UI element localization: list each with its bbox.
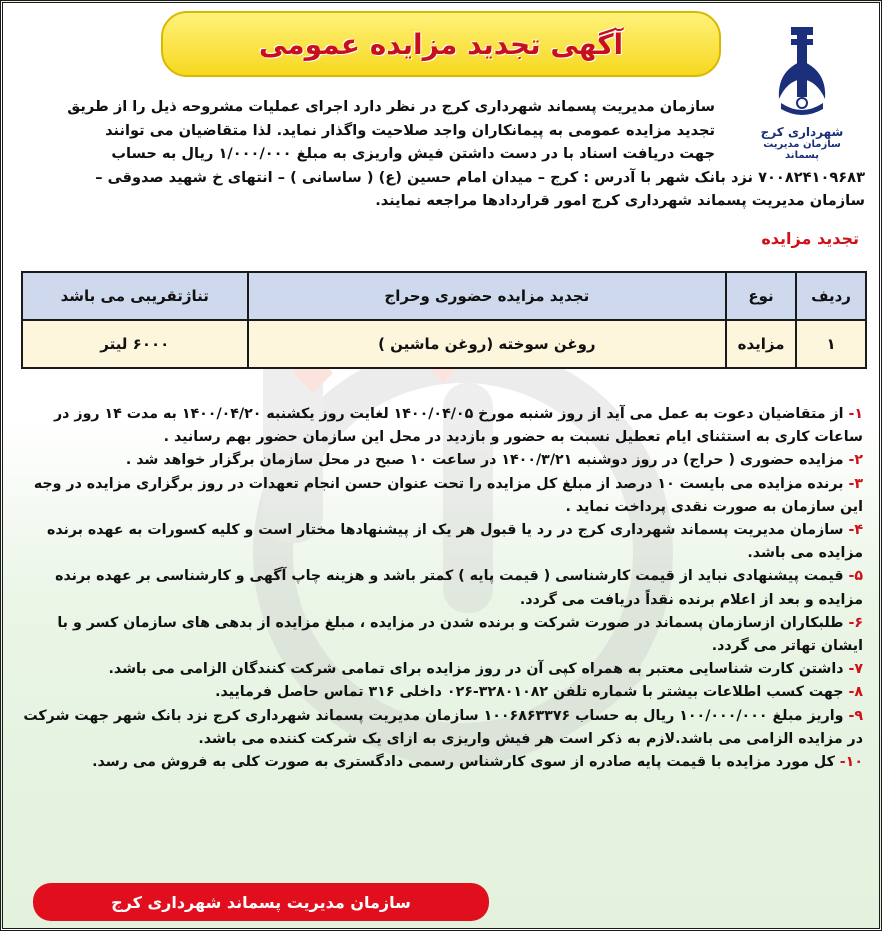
term-text: کل مورد مزایده با قیمت پایه صادره از سوی کارشناس رسمی دادگستری به صورت کلی به فروش می رسد. [92, 754, 840, 771]
term-item [21, 612, 863, 658]
term-text: سازمان مدیریت پسماند شهرداری کرج در رد یا قبول هر یک از پیشنهادها مختار است و کلیه کسورات به عهده برنده مزایده می باشد. [46, 522, 863, 562]
cell-subject: روغن سوخته (روغن ماشین ) [248, 320, 727, 368]
term-number: ۸- [848, 684, 863, 701]
intro-paragraph [21, 95, 865, 213]
term-number: ۹- [848, 707, 863, 724]
term-text: برنده مزایده می بایست ۱۰ درصد از مبلغ کل مزایده را تحت عنوان حسن انجام تعهدات در روز برگزاری مزایده در وجه این سازمان به صورت نقدی پرداخت نماید . [33, 475, 863, 515]
term-item [21, 519, 863, 565]
term-number: ۲- [848, 452, 863, 469]
term-item [21, 565, 863, 611]
title-banner [161, 11, 721, 77]
term-item [21, 681, 863, 704]
logo-name: شهرداری کرج [760, 125, 844, 139]
header-row-number: ردیف [796, 272, 866, 320]
term-number: ۱- [848, 406, 863, 422]
cell-amount: ۶۰۰۰ لیتر [22, 320, 248, 368]
term-number: ۵- [848, 568, 863, 585]
intro-line: ۷۰۰۸۲۴۱۰۹۶۸۳ نزد بانک شهر با آدرس : کرج – میدان امام حسین (ع) ( ساسانی ) – انتهای خ شهید صدوقی – [95, 168, 865, 186]
term-text: واریز مبلغ ۱۰۰/۰۰۰/۰۰۰ ریال به حساب ۱۰۰۶۸۶۳۳۷۶ سازمان مدیریت پسماند شهرداری کرج نزد بانک شهر جهت شرکت در مزایده الزامی می باشد.لازم به ذکر است هر فیش واریزی به ازای یک شرکت کننده می باشد. [23, 707, 863, 747]
section-heading: تجدید مزایده [761, 229, 859, 248]
intro-line: سازمان مدیریت پسماند شهرداری کرج در نظر دارد اجرای عملیات مشروحه ذیل را از طریق [67, 98, 715, 115]
term-number: ۱۰- [839, 754, 863, 771]
header-amount: تناژتقریبی می باشد [22, 272, 248, 320]
cell-type: مزایده [726, 320, 796, 368]
term-text: طلبکاران ازسازمان پسماند در صورت شرکت و برنده شدن در مزایده ، مبلغ مزایده از بدهی های سازمان کسر و با ایشان تهاتر می گردد. [57, 614, 863, 655]
term-number: ۷- [848, 661, 863, 678]
term-item [21, 473, 863, 519]
table-header-row [22, 272, 866, 320]
footer-organization: سازمان مدیریت پسماند شهرداری کرج [111, 892, 411, 912]
logo-subtitle: سازمان مدیریت پسماند [763, 139, 841, 161]
term-number: ۳- [848, 475, 863, 492]
intro-line: جهت دریافت اسناد با در دست داشتن فیش واریزی به مبلغ ۱/۰۰۰/۰۰۰ ریال به حساب [111, 145, 715, 163]
term-item [21, 658, 863, 681]
terms-list [21, 403, 863, 774]
term-item [21, 403, 863, 449]
page-title: آگهی تجدید مزایده عمومی [258, 27, 624, 61]
header-type: نوع [726, 272, 796, 320]
cell-row-number: ۱ [796, 320, 866, 368]
footer-banner [33, 883, 489, 921]
intro-line: تجدید مزایده عمومی به پیمانکاران واجد صلاحیت واگذار نماید. لذا متقاضیان می توانند [105, 121, 715, 139]
term-item [21, 705, 863, 751]
term-text: داشتن کارت شناسایی معتبر به همراه کپی آن در روز مزایده برای تمامی شرکت کنندگان الزامی می باشد. [108, 661, 849, 678]
term-number: ۶- [848, 614, 863, 631]
term-item [21, 751, 863, 774]
table-row [22, 320, 866, 368]
intro-line: سازمان مدیریت پسماند شهرداری کرج امور قراردادها مراجعه نمایند. [375, 192, 865, 210]
term-text: مزایده حضوری ( حراج) در روز دوشنبه ۱۴۰۰/۳/۲۱ در ساعت ۱۰ صبح در محل سازمان برگزار خواهد شد . [125, 452, 849, 469]
term-text: جهت کسب اطلاعات بیشتر با شماره تلفن ۳۲۸۰۱۰۸۲-۰۲۶ داخلی ۳۱۶ تماس حاصل فرمایید. [215, 684, 849, 701]
term-text: قیمت پیشنهادی نباید از قیمت کارشناسی ( قیمت پایه ) کمتر باشد و هزینه چاپ آگهی و کارشناسی بر عهده برنده مزایده و بعد از اعلام برنده نقداً دریافت می گردد. [55, 568, 863, 608]
term-text: از متقاضیان دعوت به عمل می آید از روز شنبه مورخ ۱۴۰۰/۰۴/۰۵ لغایت روز یکشنبه ۱۴۰۰/۰۴/۲۰ به مدت ۱۴ روز در ساعات کاری به استثنای ایام تعطیل نسبت به حضور و بازدید در محل این سازمان حضور بهم رسانید . [54, 406, 863, 446]
auction-items-table [21, 271, 867, 369]
term-number: ۴- [848, 522, 863, 539]
term-item [21, 449, 863, 472]
header-subject: تجدید مزایده حضوری وحراج [248, 272, 727, 320]
